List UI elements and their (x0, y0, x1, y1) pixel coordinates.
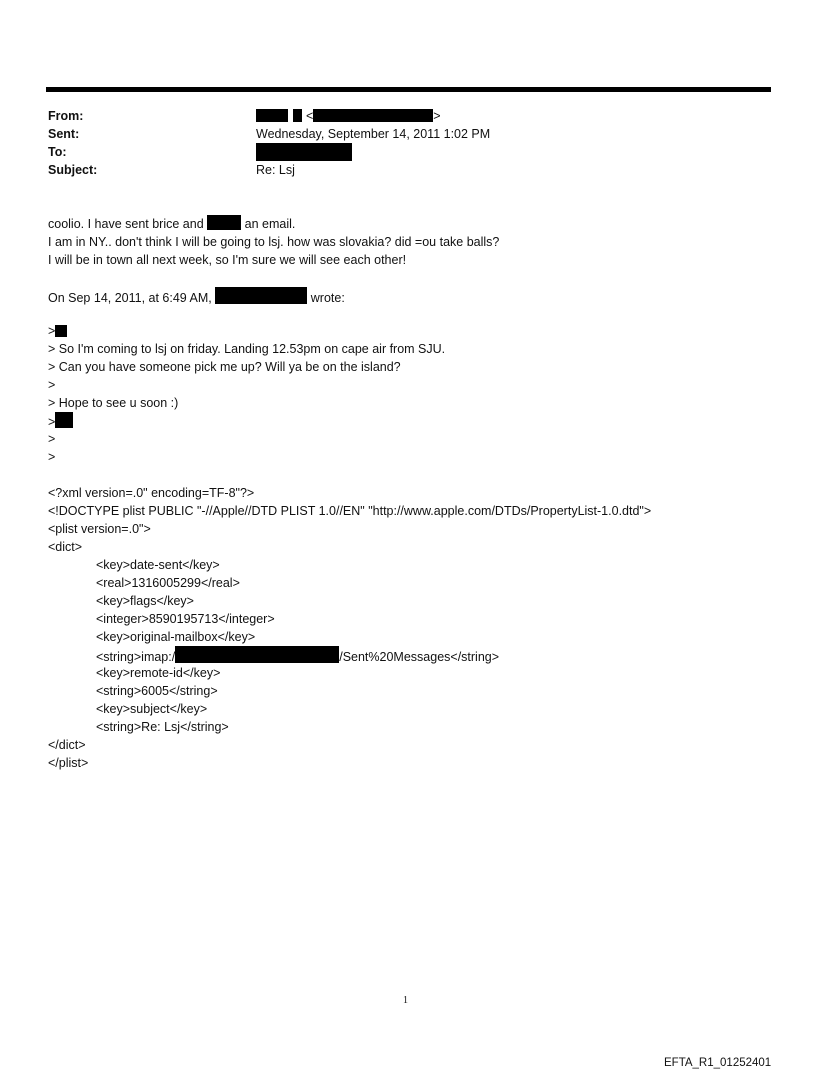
from-label: From: (48, 109, 84, 123)
plist-line: </dict> (48, 738, 86, 752)
to-value (256, 143, 352, 162)
plist-line: <dict> (48, 540, 83, 554)
body-line: I am in NY.. don't think I will be going to lsj. how was slovakia? did =ou take balls? (48, 235, 500, 249)
quoted-line: > (48, 378, 56, 392)
quoted-line: > So I'm coming to lsj on friday. Landing 12.53pm on cape air from SJU. (48, 342, 446, 356)
plist-line: <plist version=.0"> (48, 522, 151, 536)
to-label: To: (48, 145, 67, 159)
subject-label: Subject: (48, 163, 98, 177)
quote-mark: > (48, 324, 56, 338)
from-value (256, 107, 441, 125)
plist-line: <key>remote-id</key> (96, 666, 221, 680)
body-line (48, 215, 295, 233)
quoted-line (48, 322, 67, 340)
plist-line: <key>date-sent</key> (96, 558, 220, 572)
plist-line: <key>original-mailbox</key> (96, 630, 256, 644)
bates-number: EFTA_R1_01252401 (664, 1057, 772, 1069)
quoted-line (48, 412, 73, 431)
quoted-line: > Can you have someone pick me up? Will ya be on the island? (48, 360, 401, 374)
sent-label: Sent: (48, 127, 80, 141)
redaction-box (55, 325, 67, 337)
plist-line: </plist> (48, 756, 89, 770)
body-text: coolio. I have sent brice and (48, 217, 204, 231)
redaction-box (215, 287, 307, 304)
body-text: wrote: (310, 291, 345, 305)
redaction-box (207, 215, 241, 230)
subject-value: Re: Lsj (256, 163, 295, 177)
redaction-box (313, 109, 433, 122)
body-text: an email. (244, 217, 296, 231)
plist-line (96, 646, 499, 666)
from-bracket-open: < (305, 109, 314, 123)
plist-line: <integer>8590195713</integer> (96, 612, 275, 626)
page-number: 1 (403, 995, 408, 1006)
quote-mark: > (48, 415, 56, 429)
plist-line: <!DOCTYPE plist PUBLIC "-//Apple//DTD PLIST 1.0//EN" "http://www.apple.com/DTDs/PropertyList-1.0.dtd"> (48, 504, 652, 518)
body-line: I will be in town all next week, so I'm sure we will see each other! (48, 253, 407, 267)
quoted-line: > Hope to see u soon :) (48, 396, 179, 410)
plist-line: <string>Re: Lsj</string> (96, 720, 229, 734)
plist-text: /Sent%20Messages</string> (339, 650, 500, 664)
plist-text: <string>imap:/ (96, 650, 176, 664)
header-rule (46, 87, 771, 92)
redaction-box (256, 143, 352, 161)
redaction-box (293, 109, 302, 122)
body-line (48, 287, 345, 307)
plist-line: <real>1316005299</real> (96, 576, 240, 590)
quoted-line: > (48, 450, 56, 464)
body-text: On Sep 14, 2011, at 6:49 AM, (48, 291, 212, 305)
from-bracket-close: > (433, 109, 441, 123)
plist-line: <key>subject</key> (96, 702, 208, 716)
plist-line: <key>flags</key> (96, 594, 194, 608)
redaction-box (256, 109, 288, 122)
redaction-box (175, 646, 339, 663)
redaction-box (55, 412, 73, 428)
plist-line: <string>6005</string> (96, 684, 218, 698)
sent-value: Wednesday, September 14, 2011 1:02 PM (256, 127, 491, 141)
quoted-line: > (48, 432, 56, 446)
plist-line: <?xml version=.0" encoding=TF-8"?> (48, 486, 255, 500)
